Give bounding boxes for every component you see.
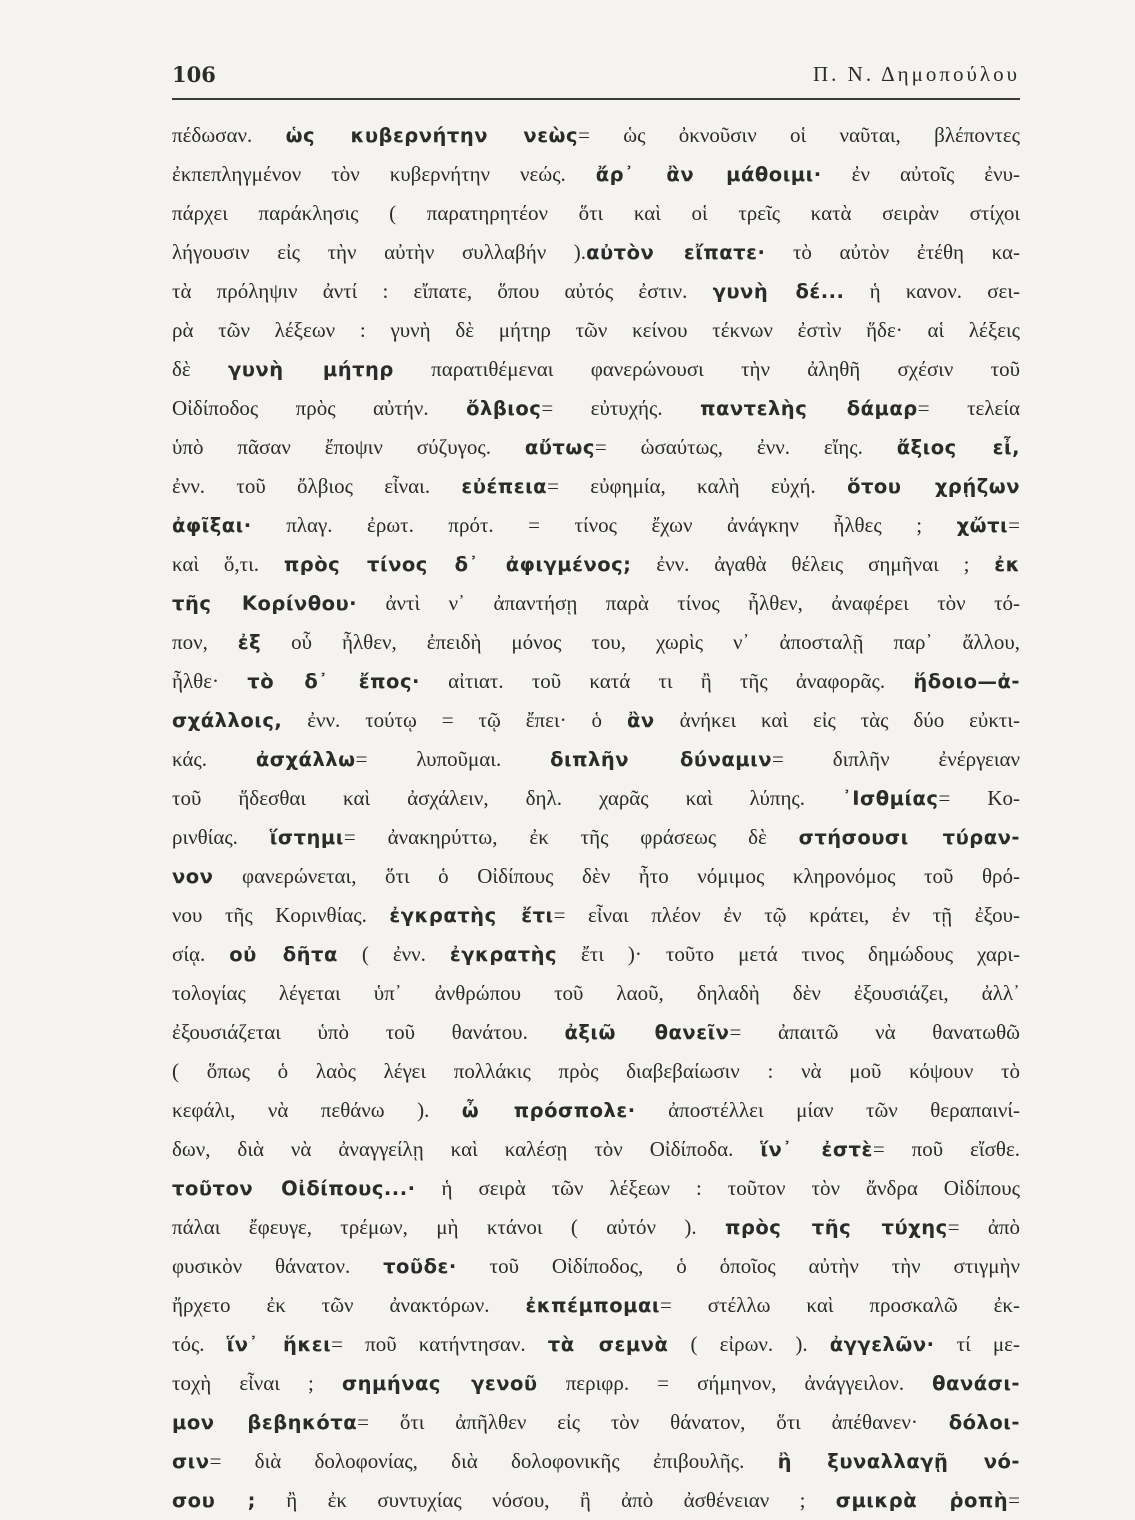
gloss-text: δὲ <box>172 357 228 381</box>
gloss-text: οὗ ἦλθεν, ἐπειδὴ μόνος του, χωρὶς ν᾽ ἀποσταλῇ παρ᾽ ἄλλου, <box>261 630 1020 654</box>
lemma-bold: ἀφῖξαι· <box>172 514 252 537</box>
lemma-bold: ἐξ <box>237 631 262 654</box>
text-line <box>172 389 1020 428</box>
text-line <box>172 233 1020 272</box>
lemma-bold: τὰ σεμνὰ <box>547 1333 669 1356</box>
lemma-bold: πρὸς τίνος δ᾽ ἀφιγμένος; <box>283 553 632 576</box>
lemma-bold: μον βεβηκότα <box>172 1411 358 1434</box>
gloss-text: = Κο- <box>938 786 1020 810</box>
gloss-text: περιφρ. = σήμηνον, ἀνάγγειλον. <box>537 1371 933 1395</box>
gloss-text: παρατιθέμεναι φανερώνουσι τὴν ἀληθῆ σχέσιν τοῦ <box>393 357 1020 381</box>
lemma-bold: αὐτὸν εἴπατε· <box>586 241 766 264</box>
gloss-text: ἀποστέλλει μίαν τῶν θεραπαινί- <box>635 1098 1020 1122</box>
text-line <box>172 896 1020 935</box>
gloss-text: = στέλλω καὶ προσκαλῶ ἐκ- <box>659 1293 1020 1317</box>
text-line <box>172 584 1020 623</box>
gloss-text: ὑπὸ πᾶσαν ἔποψιν σύζυγος. <box>172 435 525 459</box>
lemma-bold: τῆς Κορίνθου· <box>172 592 358 615</box>
lemma-bold: πρὸς τῆς τύχης <box>725 1216 948 1239</box>
gloss-text: ἤρχετο ἐκ τῶν ἀνακτόρων. <box>172 1293 526 1317</box>
lemma-bold: στήσουσι τύραν- <box>798 826 1020 849</box>
text-line <box>172 701 1020 740</box>
lemma-bold: ἐγκρατὴς ἔτι <box>389 904 554 927</box>
gloss-text: = ὡς ὀκνοῦσιν οἱ ναῦται, βλέποντες <box>578 123 1020 147</box>
gloss-text: = ἀπαιτῶ νὰ θανατωθῶ <box>729 1020 1020 1044</box>
lemma-bold: ἀσχάλλω <box>255 748 356 771</box>
gloss-text: ἐκπεπληγμένον τὸν κυβερνήτην νεώς. <box>172 162 596 186</box>
gloss-text: ἐνν. ἀγαθὰ θέλεις σημῆναι ; <box>631 552 995 576</box>
text-line <box>172 1325 1020 1364</box>
text-line <box>172 974 1020 1013</box>
gloss-text: = ἀπὸ <box>947 1215 1020 1239</box>
gloss-text: φανερώνεται, ὅτι ὁ Οἰδίπους δὲν ἦτο νόμιμος κληρονόμος τοῦ θρό- <box>213 864 1020 888</box>
gloss-text: τοχὴ εἶναι ; <box>172 1371 342 1395</box>
lemma-bold: ἐκπέμπομαι <box>525 1294 660 1317</box>
text-line <box>172 467 1020 506</box>
text-line <box>172 779 1020 818</box>
gloss-text: τί με- <box>934 1332 1020 1356</box>
lemma-bold: σιν <box>172 1450 210 1473</box>
gloss-text: λήγουσιν εἰς τὴν αὐτὴν συλλαβήν ). <box>172 240 587 264</box>
gloss-text: ἡ σειρὰ τῶν λέξεων : τοῦτον τὸν ἄνδρα Οἰδίπους <box>415 1176 1020 1200</box>
running-head: Π. Ν. Δημοπούλου <box>813 62 1020 86</box>
gloss-text: ρὰ τῶν λέξεων : γυνὴ δὲ μήτηρ τῶν κείνου τέκνων ἐστὶν ἥδε· αἱ λέξεις <box>172 318 1020 342</box>
lemma-bold: ᾿Ισθμίας <box>842 787 939 810</box>
gloss-text: πέδωσαν. <box>172 123 286 147</box>
gloss-text: ἐνν. τούτῳ = τῷ ἔπει· ὁ <box>282 708 627 732</box>
gloss-text: ἦλθε· <box>172 669 248 693</box>
lemma-bold: ἐγκρατὴς <box>449 943 558 966</box>
text-line <box>172 350 1020 389</box>
lemma-bold: ἄξιος εἶ, <box>896 436 1020 459</box>
text-line <box>172 623 1020 662</box>
page-number: 106 <box>172 62 216 87</box>
text-line <box>172 740 1020 779</box>
gloss-text: πάλαι ἔφευγε, τρέμων, μὴ κτάνοι ( αὐτόν ). <box>172 1215 726 1239</box>
gloss-text: αἰτιατ. τοῦ κατά τι ἢ τῆς ἀναφορᾶς. <box>419 669 914 693</box>
gloss-text: = λυποῦμαι. <box>355 747 551 771</box>
lemma-bold: ἥδοιο—ἀ- <box>913 670 1020 693</box>
gloss-text: = εὐφημία, καλὴ εὐχή. <box>547 474 848 498</box>
text-line <box>172 818 1020 857</box>
gloss-text: τοῦ Οἰδίποδος, ὁ ὁποῖος αὐτὴν τὴν στιγμὴν <box>456 1254 1020 1278</box>
gloss-text: πάρχει παράκλησις ( παρατηρητέον ὅτι καὶ οἱ τρεῖς κατὰ σειρὰν στίχοι <box>172 201 1020 225</box>
lemma-bold: ἄρ᾽ ἂν μάθοιμι· <box>595 163 822 186</box>
lemma-bold: ἢ ξυναλλαγῇ νό- <box>777 1450 1020 1473</box>
lemma-bold: σχάλλοις, <box>172 709 283 732</box>
gloss-text: ἐν αὐτοῖς ἐνυ- <box>821 162 1020 186</box>
gloss-text: τὰ πρόληψιν ἀντί : εἴπατε, ὅπου αὐτός ἐστιν. <box>172 279 713 303</box>
gloss-text: ἀνήκει καὶ εἰς τὰς δύο εὐκτι- <box>654 708 1020 732</box>
gloss-text: πον, <box>172 630 238 654</box>
text-line <box>172 1130 1020 1169</box>
gloss-text: = ποῦ κατήντησαν. <box>331 1332 548 1356</box>
text-line <box>172 116 1020 155</box>
gloss-text: ἐξουσιάζεται ὑπὸ τοῦ θανάτου. <box>172 1020 565 1044</box>
text-line <box>172 1403 1020 1442</box>
gloss-text: ( ἐνν. <box>337 942 450 966</box>
gloss-text: σίᾳ. <box>172 942 230 966</box>
text-line <box>172 155 1020 194</box>
gloss-text: = εὐτυχής. <box>541 396 701 420</box>
lemma-bold: τὸ δ᾽ ἔπος· <box>247 670 420 693</box>
gloss-text: ( ὅπως ὁ λαὸς λέγει πολλάκις πρὸς διαβεβαίωσιν : νὰ μοῦ κόψουν τὸ <box>172 1059 1020 1083</box>
gloss-text: = εἶναι πλέον ἐν τῷ κράτει, ἐν τῇ ἐξου- <box>553 903 1020 927</box>
gloss-text: = διπλῆν ἐνέργειαν <box>772 747 1020 771</box>
lemma-bold: σμικρὰ ῥοπὴ <box>835 1489 1009 1512</box>
text-line <box>172 1013 1020 1052</box>
text-line <box>172 1208 1020 1247</box>
lemma-bold: νον <box>172 865 214 888</box>
lemma-bold: ὄλβιος <box>466 397 542 420</box>
text-line <box>172 1169 1020 1208</box>
gloss-text: ( εἰρων. ). <box>668 1332 830 1356</box>
text-line <box>172 662 1020 701</box>
text-line <box>172 1364 1020 1403</box>
text-line <box>172 272 1020 311</box>
lemma-bold: οὐ δῆτα <box>229 943 338 966</box>
text-line <box>172 1091 1020 1130</box>
lemma-bold: γυνὴ μήτηρ <box>227 358 394 381</box>
text-line <box>172 311 1020 350</box>
lemma-bold: διπλῆν δύναμιν <box>550 748 772 771</box>
lemma-bold: ὦ πρόσπολε· <box>461 1099 636 1122</box>
lemma-bold: τοῦτον Οἰδίπους...· <box>172 1177 416 1200</box>
gloss-text: τοῦ ἥδεσθαι καὶ ἀσχάλειν, δηλ. χαρᾶς καὶ λύπης. <box>172 786 842 810</box>
gloss-text: πλαγ. ἐρωτ. πρότ. = τίνος ἔχων ἀνάγκην ἦλθες ; <box>251 513 957 537</box>
gloss-text: = ὅτι ἀπῆλθεν εἰς τὸν θάνατον, ὅτι ἀπέθανεν· <box>357 1410 949 1434</box>
lemma-bold: δόλοι- <box>948 1411 1020 1434</box>
lemma-bold: σημήνας γενοῦ <box>341 1372 538 1395</box>
lemma-bold: ἐκ <box>994 553 1020 576</box>
lemma-bold: χὤτι <box>956 514 1009 537</box>
gloss-text: ἢ ἐκ συντυχίας νόσου, ἢ ἀπὸ ἀσθένειαν ; <box>255 1488 836 1512</box>
lemma-bold: θανάσι- <box>932 1372 1020 1395</box>
text-line <box>172 545 1020 584</box>
text-line <box>172 194 1020 233</box>
gloss-text: = <box>1008 1488 1020 1512</box>
text-line <box>172 935 1020 974</box>
gloss-text: νου τῆς Κορινθίας. <box>172 903 390 927</box>
gloss-text: = διὰ δολοφονίας, διὰ δολοφονικῆς ἐπιβουλῆς. <box>209 1449 778 1473</box>
gloss-text: δων, διὰ νὰ ἀναγγείλῃ καὶ καλέσῃ τὸν Οἰδίποδα. <box>172 1137 761 1161</box>
lemma-bold: ὅτου χρῄζων <box>847 475 1020 498</box>
text-line <box>172 1247 1020 1286</box>
lemma-bold: αὔτως <box>524 436 595 459</box>
text-line <box>172 1286 1020 1325</box>
text-line <box>172 857 1020 896</box>
gloss-text: Οἰδίποδος πρὸς αὐτήν. <box>172 396 467 420</box>
lemma-bold: ἵστημι <box>269 826 344 849</box>
lemma-bold: παντελὴς δάμαρ <box>700 397 918 420</box>
lemma-bold: σου ; <box>172 1489 256 1512</box>
lemma-bold: ὡς κυβερνήτην νεὼς <box>285 124 579 147</box>
lemma-bold: ἀγγελῶν· <box>829 1333 935 1356</box>
gloss-text: τολογίας λέγεται ὑπ᾽ ἀνθρώπου τοῦ λαοῦ, δηλαδὴ δὲν ἐξουσιάζει, ἀλλ᾽ <box>172 981 1020 1005</box>
gloss-text: = ὡσαύτως, ἐνν. εἴης. <box>594 435 897 459</box>
gloss-text: = ποῦ εἴσθε. <box>872 1137 1020 1161</box>
lemma-bold: γυνὴ δέ... <box>712 280 845 303</box>
text-line <box>172 428 1020 467</box>
lemma-bold: ἵν᾽ ἥκει <box>226 1333 332 1356</box>
gloss-text: κάς. <box>172 747 256 771</box>
gloss-text: = <box>1008 513 1020 537</box>
gloss-text: = ἀνακηρύττω, ἐκ τῆς φράσεως δὲ <box>343 825 799 849</box>
page-header <box>172 62 1020 100</box>
lemma-bold: ἵν᾽ ἐστὲ <box>760 1138 873 1161</box>
gloss-text: καὶ ὅ,τι. <box>172 552 284 576</box>
gloss-text: ἔτι )· τοῦτο μετά τινος δημώδους χαρι- <box>557 942 1020 966</box>
lemma-bold: ἀξιῶ θανεῖν <box>564 1021 730 1044</box>
gloss-text: φυσικὸν θάνατον. <box>172 1254 384 1278</box>
lemma-bold: εὐέπεια <box>461 475 548 498</box>
gloss-text: τός. <box>172 1332 227 1356</box>
gloss-text: = τελεία <box>917 396 1020 420</box>
gloss-text: ἡ κανον. σει- <box>844 279 1020 303</box>
text-line <box>172 1052 1020 1091</box>
lemma-bold: τοῦδε· <box>383 1255 457 1278</box>
text-line <box>172 1481 1020 1520</box>
body-text <box>172 116 1020 1520</box>
gloss-text: τὸ αὐτὸν ἐτέθη κα- <box>765 240 1020 264</box>
lemma-bold: ἂν <box>626 709 655 732</box>
text-line <box>172 506 1020 545</box>
text-line <box>172 1442 1020 1481</box>
gloss-text: ἀντὶ ν᾽ ἀπαντήσῃ παρὰ τίνος ἦλθεν, ἀναφέρει τὸν τό- <box>357 591 1020 615</box>
gloss-text: κεφάλι, νὰ πεθάνω ). <box>172 1098 462 1122</box>
gloss-text: ἐνν. τοῦ ὄλβιος εἶναι. <box>172 474 462 498</box>
gloss-text: ρινθίας. <box>172 825 270 849</box>
